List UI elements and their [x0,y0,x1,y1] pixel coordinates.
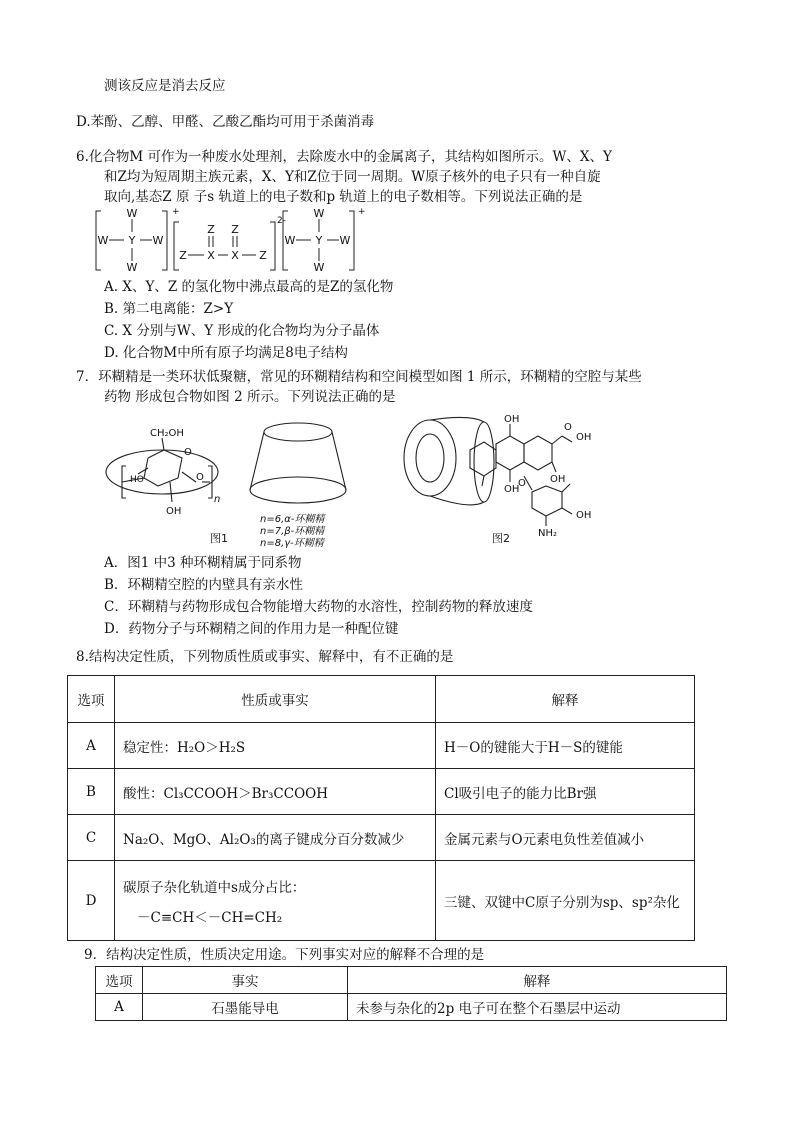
n-subscript: n [214,494,221,505]
legend-beta: n=7,β-环糊精 [260,526,325,537]
row-fact-formula: －C≡CH＜－CH=CH₂ [137,909,283,926]
z-atom: Z [231,223,239,236]
q9-stem: 9．结构决定性质，性质决定用途。下列事实对应的解释不合理的是 [84,947,485,963]
row-option: C [68,815,115,861]
row-fact-cell [115,861,436,941]
y-atom: Y [128,234,136,247]
charge-plus: + [172,207,180,217]
z-atom: Z [179,249,187,262]
row-option: A [68,723,115,769]
link-o-label: O [196,472,204,483]
q7-stem-line2: 药物 形成包合物如图 2 所示。下列说法正确的是 [104,389,396,405]
row-explanation: 三键、双键中C原子分别为sp、sp²杂化 [436,861,695,941]
oh-label: OH [576,432,592,443]
q6-stem-line3: 取向,基态Z 原 子s 轨道上的电子数和p 轨道上的电子数相等。下列说法正确的是 [104,189,583,205]
y-atom: Y [315,234,323,247]
z-atom: Z [207,223,215,236]
table-row [68,723,695,769]
w-atom: W [339,234,351,247]
row-explanation: H－O的键能大于H－S的键能 [436,723,695,769]
w-atom: W [313,207,325,220]
w-atom: W [126,207,138,220]
row-explanation: Cl吸引电子的能力比Br强 [436,769,695,815]
row-option: A [96,994,143,1021]
q9-table [95,966,727,1021]
row-explanation: 金属元素与O元素电负性差值减小 [436,815,695,861]
w-atom: W [284,234,296,247]
oh-label: OH [550,474,566,485]
ch2oh-label: CH₂OH [150,428,184,439]
ring-o-label: O [184,447,192,458]
x-atom: X [207,249,215,262]
q7-stem-line1: 7．环糊精是一类环状低聚糖，常见的环糊精结构和空间模型如图 1 所示，环糊精的空腔与某些 [76,369,642,385]
ether-o-label: O [518,478,526,489]
row-fact: 酸性：Cl₃CCOOH＞Br₃CCOOH [115,769,436,815]
table-row [96,994,727,1021]
table-row [68,861,695,941]
q8-stem: 8.结构决定性质，下列物质性质或事实、解释中，有不正确的是 [76,649,454,665]
row-fact: Na₂O、MgO、Al₂O₃的离子键成分百分数减少 [115,815,436,861]
ho-label: HO [130,475,144,485]
header-explanation: 解释 [436,676,695,723]
legend-alpha: n=6,α-环糊精 [260,514,325,525]
oh-label: OH [576,510,592,521]
header-option: 选项 [96,967,143,994]
w-atom: W [152,234,164,247]
x-atom: X [231,249,239,262]
row-fact: 碳原子杂化轨道中s成分占比： [123,879,306,896]
q6-option-c: C. X 分别与W、Y 形成的化合物均为分子晶体 [104,323,380,339]
oh-label: OH [504,484,520,495]
q6-option-b: B. 第二电离能：Z>Y [104,301,234,317]
table-row [68,815,695,861]
q7-option-a: A．图1 中3 种环糊精属于同系物 [104,555,302,571]
row-option: D [68,861,115,941]
oh-label: OH [166,506,182,517]
q6-option-d: D. 化合物M中所有原子均满足8电子结构 [104,345,348,361]
q7-option-b: B．环糊精空腔的内壁具有亲水性 [104,577,303,593]
charge-plus: + [358,207,366,217]
nh2-label: NH₂ [538,528,558,539]
q8-table [67,675,695,941]
w-atom: W [126,261,138,274]
q6-option-a: A. X、Y、Z 的氢化物中沸点最高的是Z的氢化物 [104,279,394,295]
row-explanation: 未参与杂化的2p 电子可在整个石墨层中运动 [348,994,727,1021]
q7-option-c: C．环糊精与药物形成包合物能增大药物的水溶性，控制药物的释放速度 [104,599,533,615]
table-header-row [96,967,727,994]
w-atom: W [313,261,325,274]
q7-option-d: D．药物分子与环糊精之间的作用力是一种配位键 [104,621,399,637]
row-option: B [68,769,115,815]
w-atom: W [97,234,109,247]
figure-2-inclusion-complex [400,410,620,550]
q6-structure-diagram [92,206,372,276]
row-fact: 稳定性：H₂O＞H₂S [115,723,436,769]
table-header-row [68,676,695,723]
figure-1-caption: 图1 [210,532,228,545]
q5-option-d: D.苯酚、乙醇、甲醛、乙酸乙酯均可用于杀菌消毒 [76,114,375,130]
ketone-o-label: O [564,422,572,433]
legend-gamma: n=8,γ-环糊精 [260,538,324,549]
charge-2minus: 2- [277,216,286,226]
oh-label: OH [504,414,520,425]
header-fact: 性质或事实 [115,676,436,723]
table-row [68,769,695,815]
q6-stem-line1: 6.化合物M 可作为一种废水处理剂，去除废水中的金属离子，其结构如图所示。W、X、Y [76,149,612,165]
q6-stem-line2: 和Z均为短周期主族元素，X、Y和Z位于同一周期。W原子核外的电子只有一种自旋 [104,169,601,185]
figure-2-caption: 图2 [492,532,510,545]
header-explanation: 解释 [348,967,727,994]
z-atom: Z [259,249,267,262]
header-fact: 事实 [143,967,348,994]
row-fact: 石墨能导电 [143,994,348,1021]
header-option: 选项 [68,676,115,723]
figure-1-cyclodextrin [100,410,380,550]
q5-continuation: 测该反应是消去反应 [104,78,226,94]
